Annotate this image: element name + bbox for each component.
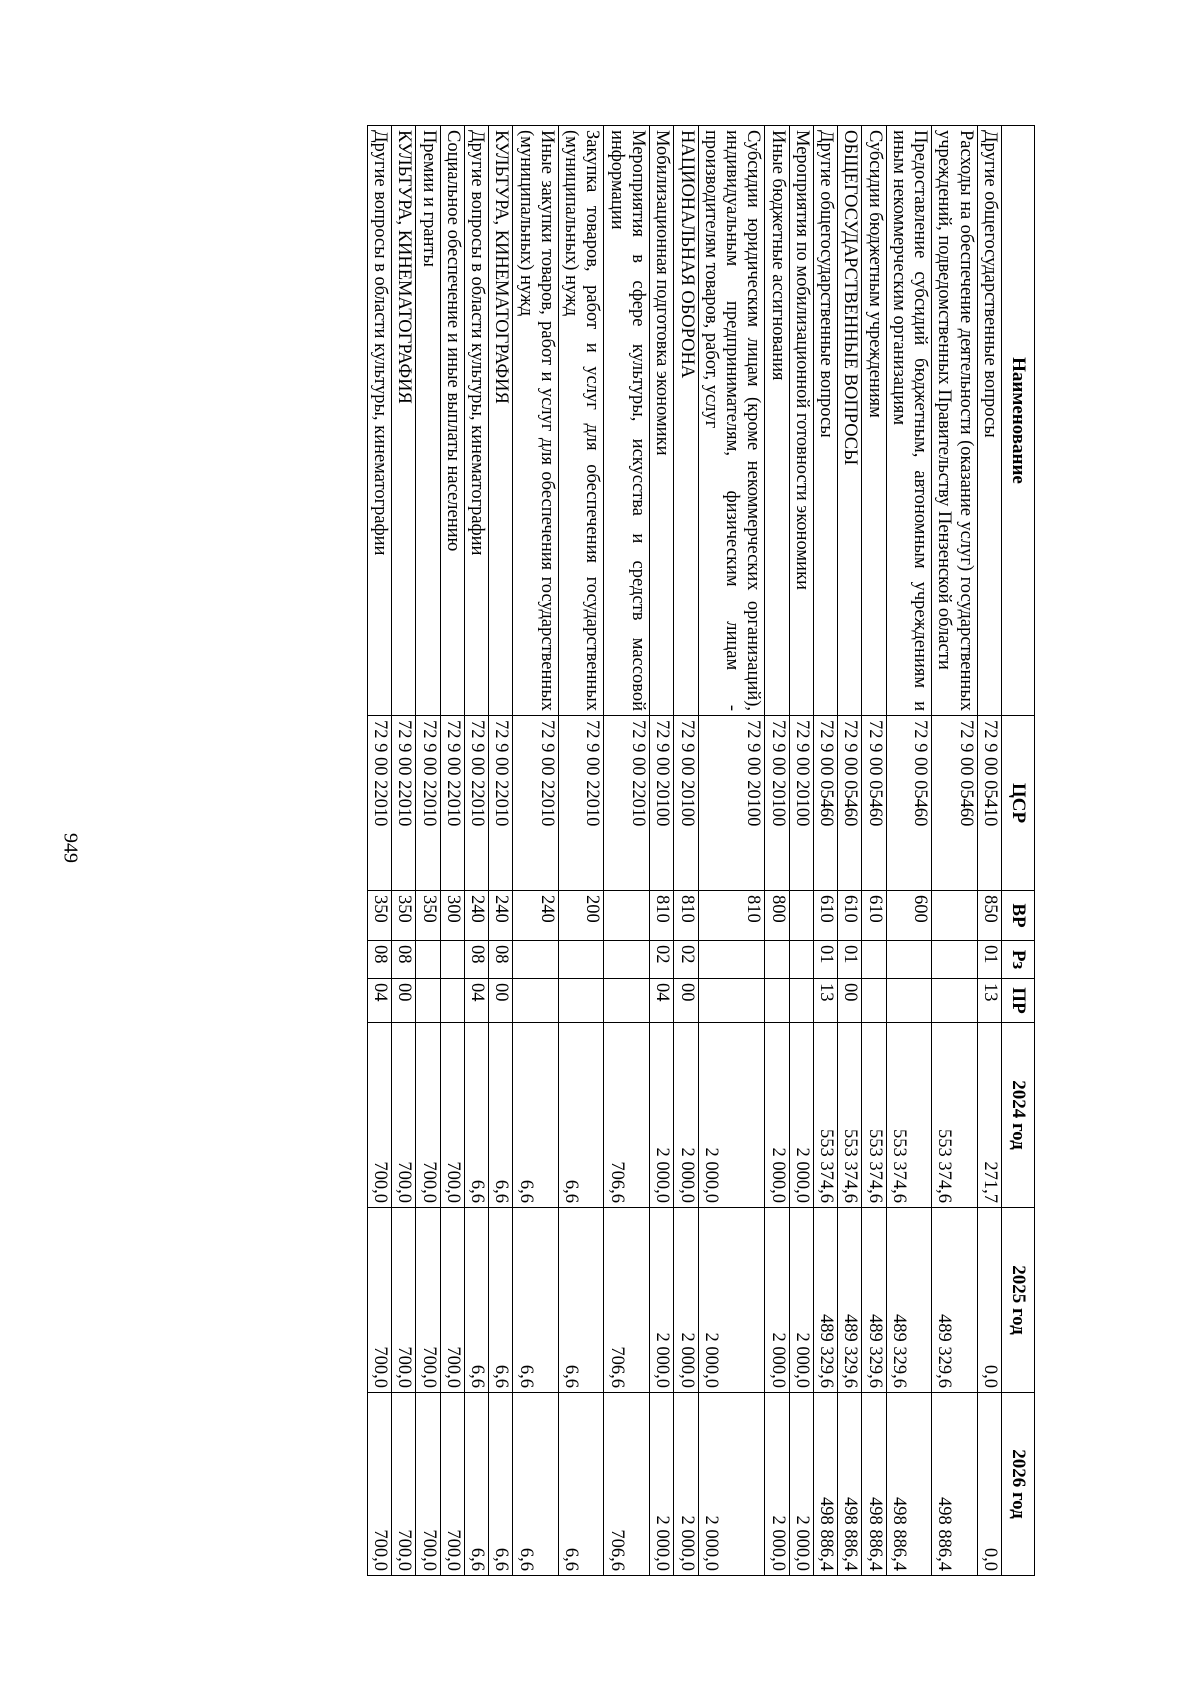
table-row	[416, 126, 440, 1576]
cell-pr	[513, 979, 559, 1023]
cell-vr: 240	[489, 891, 513, 941]
cell-y2025: 489 329,6	[862, 1208, 886, 1393]
table-row	[392, 126, 416, 1576]
cell-vr: 350	[367, 891, 391, 941]
cell-y2025: 0,0	[977, 1208, 1001, 1393]
table-row	[650, 126, 674, 1576]
table-row	[604, 126, 650, 1576]
cell-vr: 610	[862, 891, 886, 941]
cell-pr	[558, 979, 604, 1023]
cell-name: Предоставление субсидий бюджетным, автономным учреждениям и иным некоммерческим организациям	[886, 126, 932, 716]
cell-y2025: 2 000,0	[698, 1208, 765, 1393]
cell-rz: 02	[650, 941, 674, 979]
cell-rz	[862, 941, 886, 979]
cell-vr: 350	[392, 891, 416, 941]
table-row	[932, 126, 978, 1576]
cell-vr: 200	[558, 891, 604, 941]
table-row	[440, 126, 464, 1576]
cell-csr: 72 9 00 20100	[674, 716, 698, 891]
cell-vr: 300	[440, 891, 464, 941]
cell-rz: 02	[674, 941, 698, 979]
cell-rz	[440, 941, 464, 979]
table-row	[558, 126, 604, 1576]
cell-y2026: 700,0	[440, 1393, 464, 1576]
cell-csr: 72 9 00 05460	[862, 716, 886, 891]
cell-y2026: 498 886,4	[932, 1393, 978, 1576]
cell-pr	[862, 979, 886, 1023]
cell-vr: 610	[813, 891, 837, 941]
cell-name: ОБЩЕГОСУДАРСТВЕННЫЕ ВОПРОСЫ	[838, 126, 862, 716]
cell-y2025: 700,0	[416, 1208, 440, 1393]
cell-name: Закупка товаров, работ и услуг для обеспечения государственных (муниципальных) нужд	[558, 126, 604, 716]
budget-table	[367, 125, 1035, 1576]
cell-name: Мобилизационная подготовка экономики	[650, 126, 674, 716]
cell-vr	[932, 891, 978, 941]
cell-pr	[789, 979, 813, 1023]
header-row	[1002, 126, 1035, 1576]
cell-csr: 72 9 00 05460	[932, 716, 978, 891]
cell-vr	[604, 891, 650, 941]
cell-y2026: 6,6	[558, 1393, 604, 1576]
cell-y2026: 700,0	[392, 1393, 416, 1576]
cell-y2026: 498 886,4	[862, 1393, 886, 1576]
cell-y2025: 6,6	[513, 1208, 559, 1393]
cell-pr: 04	[367, 979, 391, 1023]
cell-y2025: 6,6	[489, 1208, 513, 1393]
cell-csr: 72 9 00 22010	[558, 716, 604, 891]
cell-y2024: 553 374,6	[886, 1023, 932, 1208]
cell-name: Мероприятия по мобилизационной готовности экономики	[789, 126, 813, 716]
table-row	[789, 126, 813, 1576]
header-pr: ПР	[1002, 979, 1035, 1023]
cell-rz: 08	[489, 941, 513, 979]
table-row	[698, 126, 765, 1576]
table-row	[838, 126, 862, 1576]
cell-y2024: 553 374,6	[838, 1023, 862, 1208]
cell-y2025: 706,6	[604, 1208, 650, 1393]
header-vr: ВР	[1002, 891, 1035, 941]
cell-rz	[604, 941, 650, 979]
cell-y2024: 271,7	[977, 1023, 1001, 1208]
cell-y2024: 700,0	[392, 1023, 416, 1208]
cell-y2024: 6,6	[489, 1023, 513, 1208]
cell-y2026: 6,6	[464, 1393, 488, 1576]
cell-csr: 72 9 00 22010	[392, 716, 416, 891]
cell-vr: 810	[674, 891, 698, 941]
cell-y2026: 498 886,4	[886, 1393, 932, 1576]
cell-y2024: 6,6	[513, 1023, 559, 1208]
table-row	[765, 126, 789, 1576]
header-name: Наименование	[1002, 126, 1035, 716]
cell-y2024: 553 374,6	[862, 1023, 886, 1208]
table-row	[367, 126, 391, 1576]
rotated-table-container	[135, 125, 1035, 1575]
cell-y2024: 553 374,6	[932, 1023, 978, 1208]
cell-y2024: 700,0	[416, 1023, 440, 1208]
cell-rz: 08	[392, 941, 416, 979]
header-rz: Рз	[1002, 941, 1035, 979]
cell-y2025: 489 329,6	[932, 1208, 978, 1393]
cell-name: Другие общегосударственные вопросы	[813, 126, 837, 716]
cell-csr: 72 9 00 05460	[838, 716, 862, 891]
cell-csr: 72 9 00 22010	[604, 716, 650, 891]
cell-csr: 72 9 00 22010	[367, 716, 391, 891]
cell-rz: 01	[813, 941, 837, 979]
table-row	[977, 126, 1001, 1576]
cell-csr: 72 9 00 20100	[698, 716, 765, 891]
page-number: 949	[59, 833, 82, 863]
cell-name: Другие общегосударственные вопросы	[977, 126, 1001, 716]
cell-name: Расходы на обеспечение деятельности (оказание услуг) государственных учреждений, подведомственных Правительству Пензенской области	[932, 126, 978, 716]
cell-vr: 600	[886, 891, 932, 941]
cell-csr: 72 9 00 22010	[513, 716, 559, 891]
cell-name: Иные бюджетные ассигнования	[765, 126, 789, 716]
cell-name: Иные закупки товаров, работ и услуг для обеспечения государственных (муниципальных) нужд	[513, 126, 559, 716]
cell-rz	[765, 941, 789, 979]
cell-rz	[932, 941, 978, 979]
cell-y2025: 489 329,6	[838, 1208, 862, 1393]
cell-rz	[513, 941, 559, 979]
cell-y2024: 2 000,0	[650, 1023, 674, 1208]
header-2025: 2025 год	[1002, 1208, 1035, 1393]
cell-y2024: 6,6	[464, 1023, 488, 1208]
cell-y2026: 700,0	[367, 1393, 391, 1576]
cell-vr: 350	[416, 891, 440, 941]
table-row	[862, 126, 886, 1576]
cell-y2025: 6,6	[464, 1208, 488, 1393]
cell-y2026: 2 000,0	[789, 1393, 813, 1576]
cell-name: Премии и гранты	[416, 126, 440, 716]
cell-name: Субсидии бюджетным учреждениям	[862, 126, 886, 716]
cell-pr	[932, 979, 978, 1023]
cell-vr: 240	[513, 891, 559, 941]
cell-name: Социальное обеспечение и иные выплаты населению	[440, 126, 464, 716]
cell-csr: 72 9 00 05460	[886, 716, 932, 891]
cell-y2024: 2 000,0	[765, 1023, 789, 1208]
cell-csr: 72 9 00 05410	[977, 716, 1001, 891]
cell-pr: 04	[464, 979, 488, 1023]
cell-y2026: 700,0	[416, 1393, 440, 1576]
table-row	[886, 126, 932, 1576]
cell-y2025: 2 000,0	[674, 1208, 698, 1393]
table-row	[513, 126, 559, 1576]
cell-y2024: 6,6	[558, 1023, 604, 1208]
cell-y2025: 489 329,6	[886, 1208, 932, 1393]
cell-y2025: 489 329,6	[813, 1208, 837, 1393]
cell-vr	[789, 891, 813, 941]
cell-y2026: 2 000,0	[650, 1393, 674, 1576]
cell-y2026: 706,6	[604, 1393, 650, 1576]
cell-y2026: 6,6	[489, 1393, 513, 1576]
cell-name: Мероприятия в сфере культуры, искусства и средств массовой информации	[604, 126, 650, 716]
cell-pr: 00	[392, 979, 416, 1023]
cell-y2026: 6,6	[513, 1393, 559, 1576]
table-row	[674, 126, 698, 1576]
cell-y2026: 2 000,0	[698, 1393, 765, 1576]
table-body	[367, 126, 1001, 1576]
cell-vr: 810	[650, 891, 674, 941]
cell-csr: 72 9 00 22010	[416, 716, 440, 891]
cell-name: Субсидии юридическим лицам (кроме некоммерческих организаций), индивидуальным предпринимателям, физическим лицам - производителям товаров, работ, услуг	[698, 126, 765, 716]
cell-y2026: 498 886,4	[838, 1393, 862, 1576]
cell-rz: 01	[838, 941, 862, 979]
cell-pr	[886, 979, 932, 1023]
cell-pr: 00	[674, 979, 698, 1023]
cell-rz	[886, 941, 932, 979]
cell-vr: 610	[838, 891, 862, 941]
cell-rz	[789, 941, 813, 979]
cell-y2026: 498 886,4	[813, 1393, 837, 1576]
cell-y2026: 2 000,0	[674, 1393, 698, 1576]
table-row	[489, 126, 513, 1576]
cell-pr	[604, 979, 650, 1023]
cell-y2025: 700,0	[392, 1208, 416, 1393]
cell-pr	[765, 979, 789, 1023]
cell-csr: 72 9 00 20100	[789, 716, 813, 891]
cell-y2025: 6,6	[558, 1208, 604, 1393]
cell-vr: 850	[977, 891, 1001, 941]
cell-pr: 00	[838, 979, 862, 1023]
cell-csr: 72 9 00 20100	[650, 716, 674, 891]
cell-csr: 72 9 00 20100	[765, 716, 789, 891]
cell-rz	[558, 941, 604, 979]
cell-pr	[698, 979, 765, 1023]
cell-vr: 810	[698, 891, 765, 941]
cell-pr	[440, 979, 464, 1023]
cell-y2025: 700,0	[367, 1208, 391, 1393]
cell-rz	[698, 941, 765, 979]
cell-vr: 240	[464, 891, 488, 941]
cell-name: КУЛЬТУРА, КИНЕМАТОГРАФИЯ	[392, 126, 416, 716]
cell-pr: 00	[489, 979, 513, 1023]
cell-name: КУЛЬТУРА, КИНЕМАТОГРАФИЯ	[489, 126, 513, 716]
cell-y2024: 2 000,0	[789, 1023, 813, 1208]
cell-name: НАЦИОНАЛЬНАЯ ОБОРОНА	[674, 126, 698, 716]
cell-rz: 08	[367, 941, 391, 979]
header-csr: ЦСР	[1002, 716, 1035, 891]
table-row	[464, 126, 488, 1576]
cell-rz: 08	[464, 941, 488, 979]
cell-name: Другие вопросы в области культуры, кинематографии	[367, 126, 391, 716]
cell-y2025: 2 000,0	[789, 1208, 813, 1393]
cell-y2024: 706,6	[604, 1023, 650, 1208]
cell-csr: 72 9 00 22010	[489, 716, 513, 891]
cell-name: Другие вопросы в области культуры, кинематографии	[464, 126, 488, 716]
cell-pr: 04	[650, 979, 674, 1023]
cell-y2024: 2 000,0	[674, 1023, 698, 1208]
cell-csr: 72 9 00 05460	[813, 716, 837, 891]
cell-y2025: 700,0	[440, 1208, 464, 1393]
cell-y2024: 700,0	[367, 1023, 391, 1208]
cell-y2026: 0,0	[977, 1393, 1001, 1576]
cell-pr	[416, 979, 440, 1023]
cell-rz: 01	[977, 941, 1001, 979]
cell-y2024: 2 000,0	[698, 1023, 765, 1208]
cell-pr: 13	[977, 979, 1001, 1023]
cell-pr: 13	[813, 979, 837, 1023]
header-2026: 2026 год	[1002, 1393, 1035, 1576]
cell-csr: 72 9 00 22010	[464, 716, 488, 891]
cell-y2024: 553 374,6	[813, 1023, 837, 1208]
cell-vr: 800	[765, 891, 789, 941]
header-2024: 2024 год	[1002, 1023, 1035, 1208]
cell-y2025: 2 000,0	[650, 1208, 674, 1393]
cell-csr: 72 9 00 22010	[440, 716, 464, 891]
cell-rz	[416, 941, 440, 979]
cell-y2025: 2 000,0	[765, 1208, 789, 1393]
table-row	[813, 126, 837, 1576]
cell-y2026: 2 000,0	[765, 1393, 789, 1576]
cell-y2024: 700,0	[440, 1023, 464, 1208]
